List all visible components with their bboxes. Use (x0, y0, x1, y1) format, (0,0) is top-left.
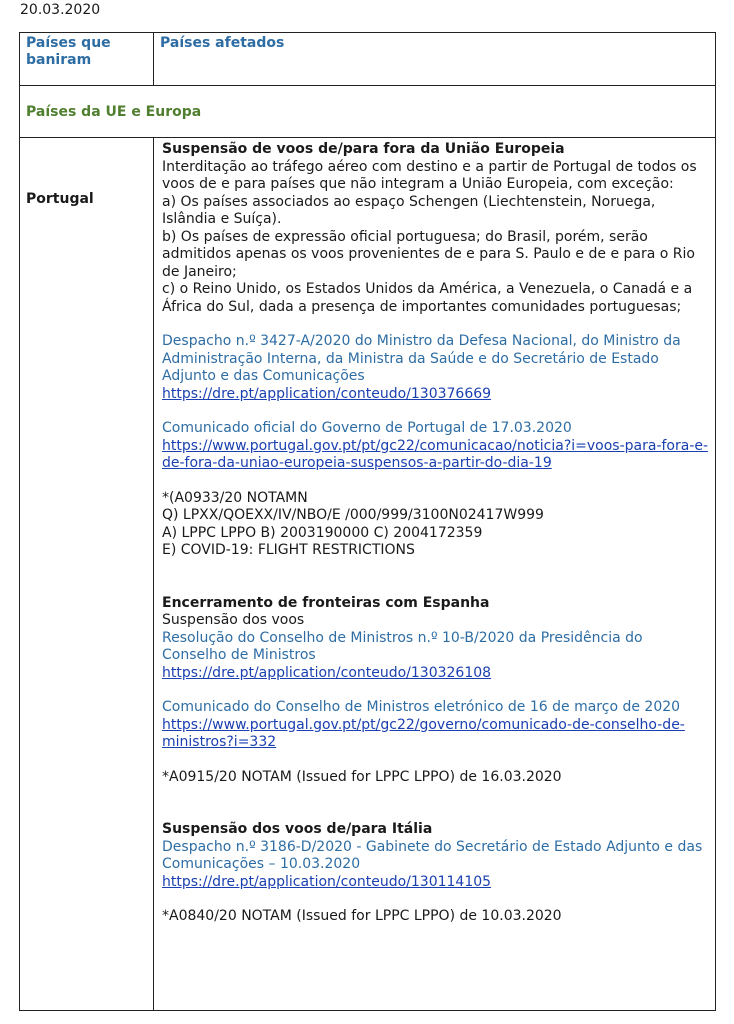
block1-text-b: b) Os países de expressão oficial portuguesa; do Brasil, porém, serão admitidos apenas os voos provenientes de e para S. Paulo e de e para o Rio de Janeiro; (162, 228, 695, 280)
block1-text-c: c) o Reino Unido, os Estados Unidos da América, a Venezuela, o Canadá e a África do Sul, dada a presença de importantes comunidades portuguesas; (162, 281, 693, 315)
block1-notam-line-4: E) COVID-19: FLIGHT RESTRICTIONS (162, 542, 415, 558)
country-cell (20, 138, 154, 1011)
block2-reference-comunicado: Comunicado do Conselho de Ministros eletrónico de 16 de março de 2020 (162, 699, 681, 715)
block2-link-portugal-gov[interactable]: https://www.portugal.gov.pt/pt/gc22/governo/comunicado-de-conselho-de-ministros?i=332 (162, 716, 685, 750)
country-name: Portugal (26, 191, 94, 207)
header-cell-banning (20, 33, 154, 86)
block3-reference-despacho: Despacho n.º 3186-D/2020 - Gabinete do Secretário de Estado Adjunto e das Comunicações – 10.03.2020 (162, 838, 703, 872)
block1-notam-line-1: *(A0933/20 NOTAMN (162, 489, 308, 506)
block3-title: Suspensão dos voos de/para Itália (162, 821, 433, 837)
measures-content (154, 138, 715, 926)
block3-notam: *A0840/20 NOTAM (Issued for LPPC LPPO) de 10.03.2020 (162, 908, 562, 924)
header-affected-countries: Países afetados (160, 35, 285, 51)
section-title: Países da UE e Europa (20, 86, 716, 138)
block2-title: Encerramento de fronteiras com Espanha (162, 594, 490, 611)
block1-link-portugal-gov[interactable]: https://www.portugal.gov.pt/pt/gc22/comunicacao/noticia?i=voos-para-fora-e-de-fora-da-uniao-europeia-suspensos-a-partir-do-dia-19 (162, 437, 709, 471)
block1-reference-comunicado: Comunicado oficial do Governo de Portugal de 17.03.2020 (162, 420, 572, 436)
block1-reference-despacho: Despacho n.º 3427-A/2020 do Ministro da Defesa Nacional, do Ministro da Administração Interna, da Ministra da Saúde e do Secretário de Estado Adjunto e das Comunicações (162, 333, 681, 384)
document-date: 20.03.2020 (20, 2, 101, 18)
block3-link-dre[interactable]: https://dre.pt/application/conteudo/130114105 (162, 873, 492, 890)
section-row (20, 86, 716, 138)
block1-notam-line-3: A) LPPC LPPO B) 2003190000 C) 2004172359 (162, 524, 483, 541)
travel-ban-table (19, 32, 716, 1011)
header-cell-affected (154, 33, 716, 86)
block1-link-dre[interactable]: https://dre.pt/application/conteudo/130376669 (162, 385, 492, 402)
block1-title: Suspensão de voos de/para fora da União Europeia (162, 141, 565, 157)
block2-notam: *A0915/20 NOTAM (Issued for LPPC LPPO) de 16.03.2020 (162, 768, 562, 785)
block2-subtitle: Suspensão dos voos (162, 612, 305, 628)
header-banning-countries: Países que baniram (26, 35, 111, 68)
block1-text-a: a) Os países associados ao espaço Schengen (Liechtenstein, Noruega, Islândia e Suíça). (162, 193, 656, 227)
block2-link-dre[interactable]: https://dre.pt/application/conteudo/130326108 (162, 664, 492, 681)
block1-notam-line-2: Q) LPXX/QOEXX/IV/NBO/E /000/999/3100N02417W999 (162, 507, 544, 523)
block2-reference-resolucao: Resolução do Conselho de Ministros n.º 10-B/2020 da Presidência do Conselho de Ministros (162, 629, 643, 663)
block1-text-intro: Interditação ao tráfego aéreo com destino e a partir de Portugal de todos os voos de e para países que não integram a União Europeia, com exceção: (162, 158, 697, 192)
table-row (20, 138, 716, 1011)
table-header-row (20, 33, 716, 86)
measures-cell (154, 138, 716, 1011)
